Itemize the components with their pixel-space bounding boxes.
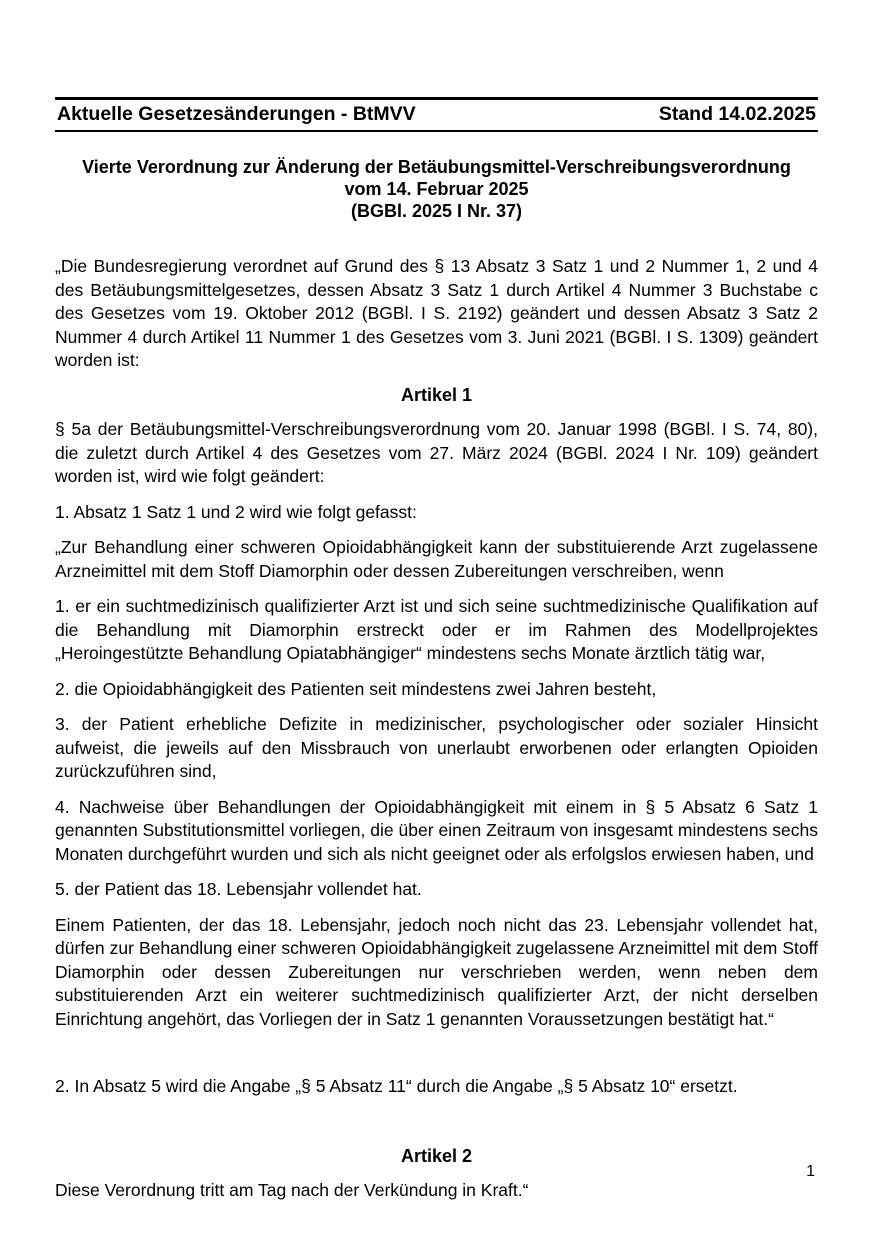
paragraph-artikel1-intro: § 5a der Betäubungsmittel-Verschreibungsverordnung vom 20. Januar 1998 (BGBl. I S. 74, 80), die zuletzt durch Artikel 4 des Gesetzes vom 27. März 2024 (BGBl. 2024 I Nr. 109) geändert worden ist, wird wie folgt geändert: bbox=[55, 419, 818, 486]
paragraph-closing: Einem Patienten, der das 18. Lebensjahr, jedoch noch nicht das 23. Lebensjahr vollendet hat, dürfen zur Behandlung einer schweren Opioidabhängigkeit zugelassene Arzneimittel mit dem Stoff Diamorphin oder dessen Zubereitungen nur verschrieben werden, wenn neben dem substituierenden Arzt ein weiterer suchtmedizinisch qualifizierter Arzt, der nicht derselben Einrichtung angehört, das Vorliegen der in Satz 1 genannten Voraussetzungen bestätigt hat.“ bbox=[55, 914, 818, 1029]
title-line-2: vom 14. Februar 2025 bbox=[344, 179, 529, 199]
condition-5: 5. der Patient das 18. Lebensjahr vollendet hat. bbox=[55, 879, 422, 899]
header-date: Stand 14.02.2025 bbox=[658, 103, 816, 125]
paragraph-artikel2: Diese Verordnung tritt am Tag nach der Verkündung in Kraft.“ bbox=[55, 1180, 529, 1200]
title-line-3: (BGBl. 2025 I Nr. 37) bbox=[350, 201, 523, 221]
title-line-1: Vierte Verordnung zur Änderung der Betäubungsmittel-Verschreibungsverordnung bbox=[82, 157, 791, 177]
page-number: 1 bbox=[806, 1163, 815, 1180]
paragraph-quote-intro: „Zur Behandlung einer schweren Opioidabhängigkeit kann der substituierende Arzt zugelassene Arzneimittel mit dem Stoff Diamorphin oder dessen Zubereitungen verschreiben, wenn bbox=[55, 537, 818, 581]
condition-3: 3. der Patient erhebliche Defizite in medizinischer, psychologischer oder sozialer Hinsicht aufweist, die jeweils auf den Missbrauch von unerlaubt erworbenen oder erlangten Opioiden zurückzuführen sind, bbox=[55, 714, 818, 781]
document-title bbox=[55, 156, 818, 222]
amendment-item-1: 1. Absatz 1 Satz 1 und 2 wird wie folgt gefasst: bbox=[55, 501, 417, 522]
amendment-item-2: 2. In Absatz 5 wird die Angabe „§ 5 Absatz 11“ durch die Angabe „§ 5 Absatz 10“ ersetzt. bbox=[55, 1076, 738, 1096]
document-header bbox=[55, 97, 818, 132]
document-body bbox=[55, 255, 818, 1203]
paragraph-preamble: „Die Bundesregierung verordnet auf Grund des § 13 Absatz 3 Satz 1 und 2 Nummer 1, 2 und 4 des Betäubungsmittelgesetzes, dessen Absatz 3 Satz 1 durch Artikel 4 Nummer 3 Buchstabe c des Gesetzes vom 19. Oktober 2012 (BGBl. I S. 2192) geändert und dessen Absatz 3 Satz 2 Nummer 4 durch Artikel 11 Nummer 1 des Gesetzes vom 3. Juni 2021 (BGBl. I S. 1309) geändert worden ist: bbox=[55, 256, 818, 370]
condition-1: 1. er ein suchtmedizinisch qualifizierter Arzt ist und sich seine suchtmedizinische Qualifikation auf die Behandlung mit Diamorphin erstreckt oder er im Rahmen des Modellprojektes „Heroingestützte Behandlung Opiatabhängiger“ mindestens sechs Monate ärztlich tätig war, bbox=[55, 596, 818, 663]
condition-4: 4. Nachweise über Behandlungen der Opioidabhängigkeit mit einem in § 5 Absatz 6 Satz 1 genannten Substitutionsmittel vorliegen, die über einen Zeitraum von insgesamt mindestens sechs Monaten durchgeführt wurden und sich als nicht geeignet oder als erfolgslos erwiesen haben, und bbox=[55, 796, 818, 864]
condition-2: 2. die Opioidabhängigkeit des Patienten seit mindestens zwei Jahren besteht, bbox=[55, 678, 657, 699]
heading-artikel-2: Artikel 2 bbox=[400, 1145, 473, 1166]
header-title: Aktuelle Gesetzesänderungen - BtMVV bbox=[57, 103, 416, 125]
heading-artikel-1: Artikel 1 bbox=[400, 384, 473, 405]
